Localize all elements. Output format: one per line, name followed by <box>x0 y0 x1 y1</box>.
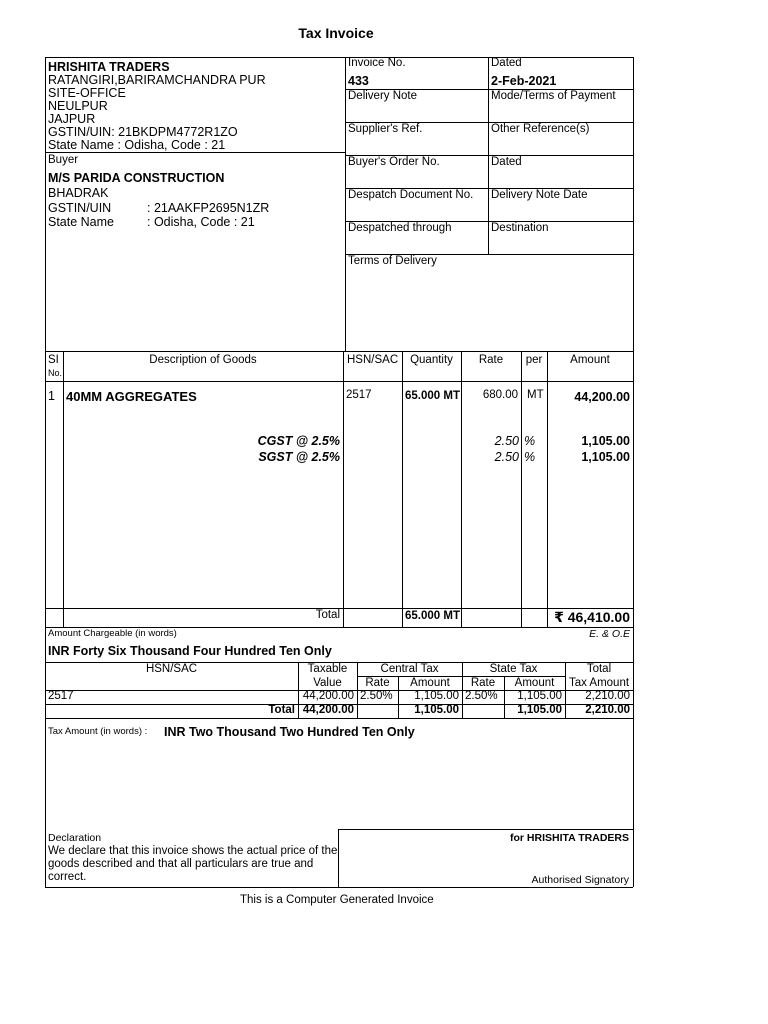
declaration-text: goods described and that all particulars are true and <box>48 858 314 870</box>
state-amount-header: Amount <box>514 677 555 689</box>
total-tax-header: Total <box>586 663 612 675</box>
declaration-text: correct. <box>48 871 87 883</box>
for-company-label: for HRISHITA TRADERS <box>510 832 629 844</box>
seller-state: State Name : Odisha, Code : 21 <box>48 138 226 152</box>
tax-label: CGST @ 2.5% <box>257 434 340 448</box>
tax-row-state-amount: 1,105.00 <box>517 690 562 702</box>
tax-totals-central-amount: 1,105.00 <box>414 704 459 716</box>
buyer-name: M/S PARIDA CONSTRUCTION <box>48 171 225 185</box>
delivery-note-date-label: Delivery Note Date <box>491 189 588 201</box>
invoice-no-value: 433 <box>348 74 369 88</box>
si-header: SI <box>48 354 59 366</box>
buyers-order-label: Buyer's Order No. <box>348 156 440 168</box>
amount-header: Amount <box>570 354 610 366</box>
eoe-label: E. & O.E <box>589 628 630 640</box>
tax-amount: 1,105.00 <box>581 434 630 448</box>
taxable-header-value: Value <box>313 677 342 689</box>
total-quantity: 65.000 MT <box>405 610 460 622</box>
central-rate-header: Rate <box>365 677 390 689</box>
state-tax-header: State Tax <box>489 663 538 675</box>
item-si: 1 <box>48 389 55 403</box>
tax-totals-label: Total <box>268 704 295 716</box>
amount-words-value: INR Forty Six Thousand Four Hundred Ten Only <box>48 644 332 658</box>
dated2-label: Dated <box>491 156 522 168</box>
rate-header: Rate <box>478 354 504 366</box>
taxable-header: Taxable <box>307 663 348 675</box>
authorised-signatory: Authorised Signatory <box>531 874 629 886</box>
seller-address-line: RATANGIRI,BARIRAMCHANDRA PUR <box>48 73 266 87</box>
tax-rate: 2.50 <box>494 450 519 464</box>
hsn-header: HSN/SAC <box>347 354 399 366</box>
despatched-through-label: Despatched through <box>348 222 452 234</box>
seller-name: HRISHITA TRADERS <box>48 60 170 74</box>
other-ref-label: Other Reference(s) <box>491 123 590 135</box>
state-rate-header: Rate <box>470 677 496 689</box>
suppliers-ref-label: Supplier's Ref. <box>348 123 423 135</box>
buyer-city: BHADRAK <box>48 186 109 200</box>
tax-row-central-rate: 2.50% <box>360 690 393 702</box>
buyer-state-label: State Name <box>48 215 115 229</box>
delivery-note-label: Delivery Note <box>348 90 418 102</box>
tax-row-hsn: 2517 <box>48 690 74 702</box>
tax-amount: 1,105.00 <box>581 450 630 464</box>
tax-row-taxable: 44,200.00 <box>302 690 354 702</box>
buyer-gstin-label: GSTIN/UIN <box>48 201 112 215</box>
buyer-gstin-value: : 21AAKFP2695N1ZR <box>147 201 270 215</box>
invoice-no-label: Invoice No. <box>348 57 406 69</box>
seller-address-line: NEULPUR <box>48 99 108 113</box>
item-per: MT <box>527 389 544 401</box>
item-hsn: 2517 <box>346 389 372 401</box>
tax-words-label: Tax Amount (in words) : <box>48 726 148 737</box>
total-label: Total <box>315 609 340 621</box>
tax-row-central-amount: 1,105.00 <box>414 690 459 702</box>
tax-row-state-rate: 2.50% <box>465 690 498 702</box>
central-amount-header: Amount <box>410 677 450 689</box>
per-header: per <box>525 354 543 366</box>
seller-gstin: GSTIN/UIN: 21BKDPM4772R1ZO <box>48 125 238 139</box>
terms-of-delivery-label: Terms of Delivery <box>348 255 437 267</box>
seller-address-line: SITE-OFFICE <box>48 86 126 100</box>
tax-totals-taxable: 44,200.00 <box>302 704 354 716</box>
si-header-no: No. <box>48 368 63 378</box>
tax-words-value: INR Two Thousand Two Hundred Ten Only <box>164 725 415 739</box>
item-rate: 680.00 <box>482 389 518 401</box>
destination-label: Destination <box>491 222 549 234</box>
declaration-text: We declare that this invoice shows the actual price of the <box>48 845 338 857</box>
declaration-label: Declaration <box>48 832 102 844</box>
buyer-state-value: : Odisha, Code : 21 <box>147 215 255 229</box>
tax-row-total: 2,210.00 <box>585 690 630 702</box>
item-amount: 44,200.00 <box>574 390 630 404</box>
mode-terms-label: Mode/Terms of Payment <box>491 90 616 102</box>
buyer-label: Buyer <box>48 154 79 166</box>
tax-hsn-header: HSN/SAC <box>145 663 198 675</box>
dated-value: 2-Feb-2021 <box>491 74 557 88</box>
tax-per: % <box>524 450 536 464</box>
seller-address-line: JAJPUR <box>48 112 96 126</box>
page-title: Tax Invoice <box>298 25 374 41</box>
total-tax-header-amount: Tax Amount <box>568 677 630 689</box>
item-description: 40MM AGGREGATES <box>66 389 197 404</box>
tax-rate: 2.50 <box>494 434 519 448</box>
tax-totals-state-amount: 1,105.00 <box>517 704 562 716</box>
tax-per: % <box>524 434 536 448</box>
central-tax-header: Central Tax <box>380 663 439 675</box>
tax-totals-total: 2,210.00 <box>585 704 630 716</box>
tax-label: SGST @ 2.5% <box>258 450 340 464</box>
item-quantity: 65.000 MT <box>405 390 460 402</box>
amount-words-label: Amount Chargeable (in words) <box>48 628 177 639</box>
dated-label: Dated <box>491 57 522 69</box>
footer-note: This is a Computer Generated Invoice <box>240 894 434 906</box>
description-header: Description of Goods <box>149 354 257 366</box>
despatch-doc-label: Despatch Document No. <box>348 189 474 201</box>
grand-total: ₹ 46,410.00 <box>554 609 630 625</box>
quantity-header: Quantity <box>410 354 453 366</box>
